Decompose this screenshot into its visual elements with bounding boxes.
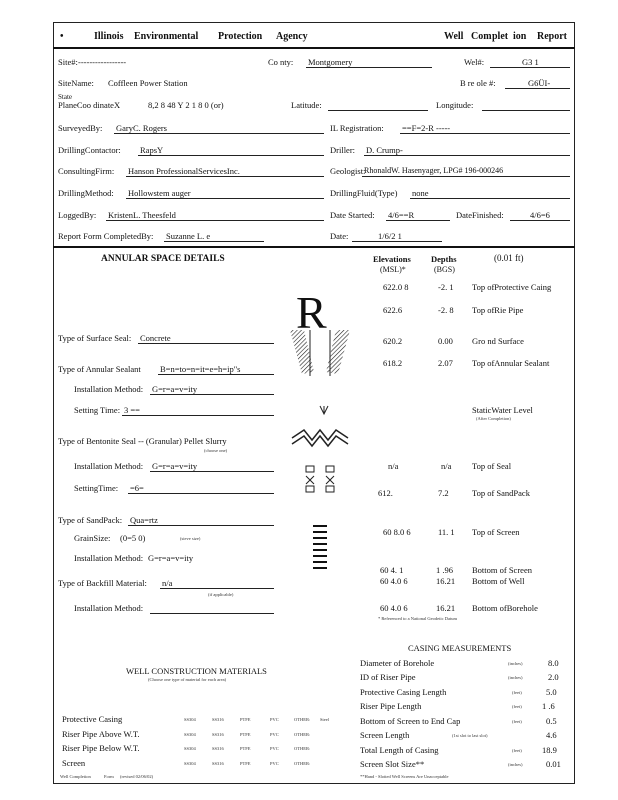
- annular-title: ANNULAR SPACE DETAILS: [101, 254, 225, 264]
- site-label: Site#:: [58, 57, 78, 67]
- report-word-4: ion: [513, 31, 527, 42]
- longitude-label: Longitude:: [436, 100, 474, 110]
- screen-icon: [313, 526, 327, 568]
- agency-word-3: Protection: [218, 31, 263, 42]
- label-6: Top of Screen: [472, 527, 520, 537]
- depths-unit: (BGS): [434, 265, 455, 274]
- label-0: Top ofProtective Caing: [472, 282, 552, 292]
- grain-size-sub: (sieve size): [180, 536, 201, 541]
- elev-5: 612.: [378, 488, 393, 498]
- depth-3: 2.07: [438, 358, 453, 368]
- backfill-value: n/a: [162, 578, 173, 588]
- elevations-unit: (MSL)*: [380, 265, 406, 274]
- well-label: Wel#:: [464, 57, 485, 67]
- borehole-label: B re ole #:: [460, 78, 496, 88]
- depth-9: 16.21: [436, 603, 456, 613]
- elev-3: 618.2: [383, 358, 403, 368]
- latitude-label: Latitude:: [291, 100, 322, 110]
- casing-value-6: 18.9: [542, 745, 557, 755]
- il-reg-label: IL Registration:: [330, 123, 384, 133]
- plane-value: 8,2 8 48 Y 2 1 8 0 (or): [148, 100, 224, 110]
- depths-heading: Depths: [431, 254, 457, 264]
- elev-6: 60 8.0 6: [383, 527, 411, 537]
- precision-note: (0.01 ft): [494, 253, 524, 263]
- elev-7: 60 4. 1: [380, 565, 404, 575]
- casing-unit-5: (1st slot to last slot): [452, 733, 488, 738]
- label-8: Bottom of Well: [472, 576, 525, 586]
- install-method-1-value: G=r=a=v=ity: [152, 384, 198, 394]
- material-row-1: Riser Pipe Above W.T.: [62, 729, 140, 739]
- grain-size-label: GrainSize:: [74, 533, 111, 543]
- mat-col-3-1: SS316: [212, 761, 224, 766]
- casing-unit-0: (inches): [508, 661, 523, 666]
- drilling-method-value: Hollowstem auger: [128, 188, 191, 198]
- agency-word-2: Environmental: [134, 31, 199, 42]
- material-row-3: Screen: [62, 758, 86, 768]
- depth-1: -2. 8: [438, 305, 454, 315]
- annular-sealant-value: B=n=to=n=it=e=h=ip"s: [160, 364, 241, 374]
- mat-col-2-1: SS316: [212, 746, 224, 751]
- report-value: Suzanne L. e: [166, 231, 211, 241]
- casing-unit-4: (feet): [512, 719, 522, 724]
- site-name-label: SiteName:: [58, 78, 94, 88]
- sand-pack-label: Type of SandPack:: [58, 515, 123, 525]
- mat-col-0-4: OTHER:: [294, 717, 311, 722]
- elevations-heading: Elevations: [373, 254, 411, 264]
- casing-value-2: 5.0: [546, 687, 557, 697]
- drilling-fluid-label: DrillingFluid(Type): [330, 188, 398, 198]
- casing-label-7: Screen Slot Size**: [360, 759, 425, 769]
- drilling-contractor-label: DrillingContactor:: [58, 145, 121, 155]
- materials-title: WELL CONSTRUCTION MATERIALS: [126, 666, 267, 676]
- mat-col-2-2: PTFE: [240, 746, 251, 751]
- casing-label-6: Total Length of Casing: [360, 745, 439, 755]
- elev-9: 60 4.0 6: [380, 603, 408, 613]
- date-started-label: Date Started:: [330, 210, 375, 220]
- elev-4: n/a: [388, 461, 399, 471]
- casing-note: **Hand - Slotted Well Screens Are Unacceptable: [360, 774, 449, 779]
- casing-value-5: 4.6: [546, 730, 557, 740]
- label-7: Bottom of Screen: [472, 565, 532, 575]
- il-reg-value: ==F=2-R -----: [402, 123, 451, 133]
- casing-value-7: 0.01: [546, 759, 561, 769]
- casing-title: CASING MEASUREMENTS: [408, 643, 512, 653]
- sand-pack-value: Qua=rtz: [130, 515, 158, 525]
- install-method-1-label: Installation Method:: [74, 384, 144, 394]
- bentonite-seal-label: Type of Bentonite Seal -- (Granular) Pellet Slurry: [58, 436, 227, 446]
- drilling-contractor-value: RapsY: [140, 145, 164, 155]
- casing-unit-6: (feet): [512, 748, 522, 753]
- well-value: G3 1: [522, 57, 539, 67]
- install-method-3-label: Installation Method:: [74, 553, 144, 563]
- date-value: 1/6/2 1: [378, 231, 402, 241]
- casing-label-0: Diameter of Borehole: [360, 658, 435, 668]
- depth-7: 1 .96: [436, 565, 453, 575]
- install-method-2-label: Installation Method:: [74, 461, 144, 471]
- grain-size-value: (0=5 0): [120, 533, 146, 543]
- material-row-0: Protective Casing: [62, 714, 123, 724]
- setting-time-1-value: 3 ==: [124, 405, 140, 415]
- msl-note: * Referenced to a National Geodetic Datum: [378, 616, 457, 621]
- mat-col-2-0: SS304: [184, 746, 196, 751]
- elev-8: 60 4.0 6: [380, 576, 408, 586]
- mat-col-2-4: OTHER:: [294, 746, 311, 751]
- footer-mid: Form: [104, 774, 114, 779]
- logged-value: KristenL. Theesfeld: [108, 210, 176, 220]
- casing-label-1: ID of Riser Pipe: [360, 672, 416, 682]
- report-word-3: plet: [492, 31, 509, 42]
- section-rule: [53, 246, 575, 248]
- casing-label-2: Protective Casing Length: [360, 687, 447, 697]
- install-method-3-value: G=r=a=v=ity: [148, 553, 194, 563]
- depth-6: 11. 1: [438, 527, 455, 537]
- geologist-value: RhonaldW. Hasenyager, LPG# 196-000246: [364, 166, 504, 175]
- report-word-2: Com: [471, 31, 492, 42]
- well-diagram: [280, 330, 360, 630]
- casing-unit-2: (feet): [512, 690, 522, 695]
- drilling-method-label: DrillingMethod:: [58, 188, 114, 198]
- casing-value-0: 8.0: [548, 658, 559, 668]
- agency-word-1: Illinois: [94, 31, 124, 42]
- bentonite-seal-sub: (choose one): [204, 448, 228, 453]
- well-diagram-letter: R: [296, 287, 327, 338]
- seal-icon-left: [306, 466, 314, 492]
- mat-col-0-0: SS304: [184, 717, 196, 722]
- mat-col-1-0: SS304: [184, 732, 196, 737]
- mat-col-0-1: SS316: [212, 717, 224, 722]
- label-1: Top ofRie Pipe: [472, 305, 524, 315]
- setting-time-2-label: SettingTime:: [74, 483, 119, 493]
- driller-value: D. Crump-: [366, 145, 403, 155]
- logged-label: LoggedBy:: [58, 210, 97, 220]
- install-method-4-label: Installation Method:: [74, 603, 144, 613]
- date-label: Date:: [330, 231, 349, 241]
- driller-label: Driller:: [330, 145, 356, 155]
- site-name-value: Coffleen Power Station: [108, 78, 188, 88]
- county-label: Co nty:: [268, 57, 294, 67]
- install-method-2-value: G=r=a=v=ity: [152, 461, 198, 471]
- surveyed-label: SurveyedBy:: [58, 123, 103, 133]
- mat-col-1-1: SS316: [212, 732, 224, 737]
- mat-col-3-3: PVC: [270, 761, 279, 766]
- report-label: Report Form CompletedBy:: [58, 231, 154, 241]
- date-finished-value: 4/6=6: [530, 210, 550, 220]
- casing-value-1: 2.0: [548, 672, 559, 682]
- depth-8: 16.21: [436, 576, 456, 586]
- label-9: Bottom ofBorehole: [472, 603, 538, 613]
- casing-label-3: Riser Pipe Length: [360, 701, 422, 711]
- label-3: Top ofAnnular Sealant: [472, 358, 550, 368]
- casing-value-4: 0.5: [546, 716, 557, 726]
- material-row-2: Riser Pipe Below W.T.: [62, 743, 140, 753]
- mat-col-1-2: PTFE: [240, 732, 251, 737]
- casing-unit-7: (inches): [508, 762, 523, 767]
- site-value: -----------------: [78, 57, 127, 67]
- surveyed-value: GaryC. Rogers: [116, 123, 167, 133]
- drilling-fluid-value: none: [412, 188, 429, 198]
- depth-0: -2. 1: [438, 282, 454, 292]
- mat-col-3-2: PTFE: [240, 761, 251, 766]
- mat-col-0-2: PTFE: [240, 717, 251, 722]
- county-value: Montgomery: [308, 57, 353, 67]
- static-water-sub: (After Completion): [476, 416, 511, 421]
- static-water-label: StaticWater Level: [472, 405, 533, 415]
- setting-time-1-label: Setting Time:: [74, 405, 121, 415]
- mat-col-1-3: PVC: [270, 732, 279, 737]
- elev-0: 622.0 8: [383, 282, 409, 292]
- footer-left: Well Completion: [60, 774, 91, 779]
- header-rule: [53, 47, 575, 49]
- consulting-label: ConsultingFirm:: [58, 166, 115, 176]
- consulting-value: Hanson ProfessionalServicesInc.: [128, 166, 240, 176]
- elev-2: 620.2: [383, 336, 403, 346]
- depth-4: n/a: [441, 461, 452, 471]
- casing-unit-1: (inches): [508, 675, 523, 680]
- materials-sub: (Choose one type of material for each area): [148, 677, 227, 682]
- casing-label-4: Bottom of Screen to End Cap: [360, 716, 461, 726]
- depth-2: 0.00: [438, 336, 453, 346]
- mat-col-3-0: SS304: [184, 761, 196, 766]
- header-bullet: •: [60, 31, 64, 42]
- backfill-sub: (if applicable): [208, 592, 234, 597]
- date-finished-label: DateFinished:: [456, 210, 504, 220]
- surface-seal-label: Type of Surface Seal:: [58, 333, 132, 343]
- report-word-5: Report: [537, 31, 567, 42]
- depth-5: 7.2: [438, 488, 449, 498]
- label-4: Top of Seal: [472, 461, 512, 471]
- mat-col-0-5: Steel: [320, 717, 329, 722]
- date-started-value: 4/6==R: [388, 210, 415, 220]
- backfill-label: Type of Backfill Material:: [58, 578, 147, 588]
- casing-label-5: Screen Length: [360, 730, 410, 740]
- casing-unit-3: (feet): [512, 704, 522, 709]
- setting-time-2-value: =6=: [130, 483, 144, 493]
- label-2: Gro nd Surface: [472, 336, 524, 346]
- seal-icon-right: [326, 466, 334, 492]
- state-label: State: [58, 93, 72, 101]
- borehole-value: G6ÜI-: [528, 78, 551, 88]
- agency-word-4: Agency: [276, 31, 308, 42]
- geologist-label: Geologist:: [330, 166, 366, 176]
- label-5: Top of SandPack: [472, 488, 530, 498]
- mat-col-2-3: PVC: [270, 746, 279, 751]
- footer-rev: (revised 02/06/02): [120, 774, 154, 779]
- mat-col-1-4: OTHER:: [294, 732, 311, 737]
- casing-value-3: 1 .6: [542, 701, 555, 711]
- surface-seal-value: Concrete: [140, 333, 171, 343]
- mat-col-0-3: PVC: [270, 717, 279, 722]
- plane-label: PlaneCoo dinateX: [58, 100, 121, 110]
- elev-1: 622.6: [383, 305, 403, 315]
- annular-sealant-label: Type of Annular Sealant: [58, 364, 141, 374]
- mat-col-3-4: OTHER:: [294, 761, 311, 766]
- report-word-1: Well: [444, 31, 464, 42]
